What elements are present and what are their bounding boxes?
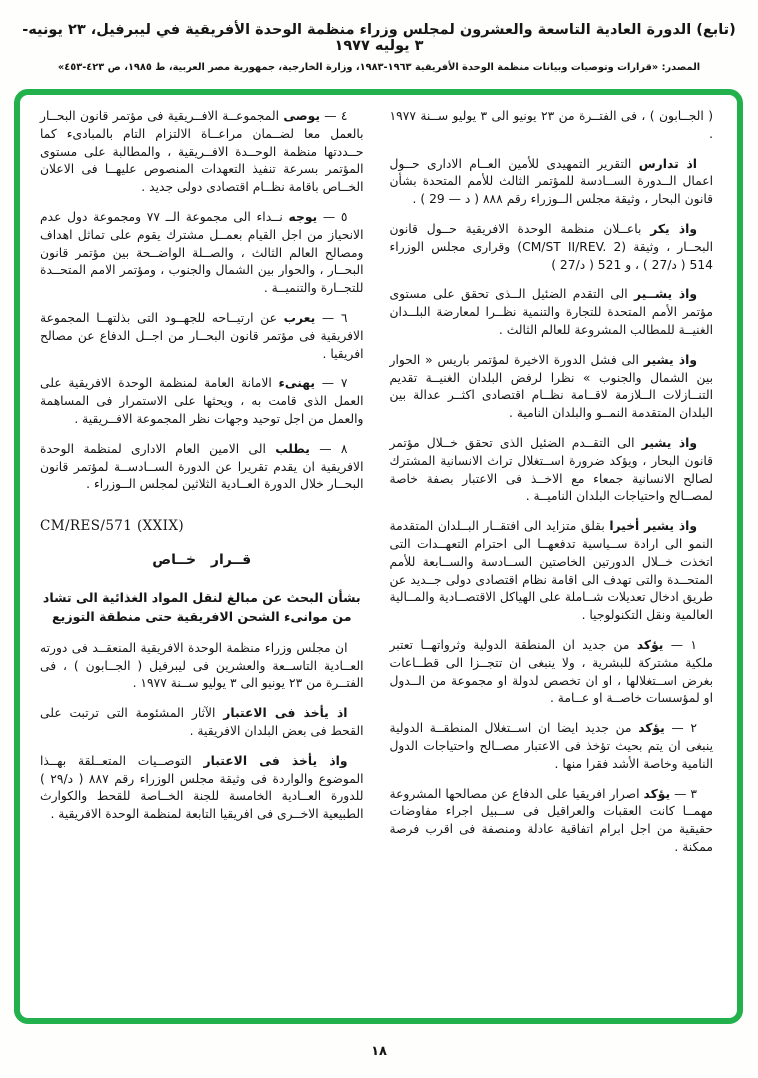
header-source: المصدر: «قرارات وتوصيات وبيانات منظمة الوحدة الأفريقية ١٩٦٣-١٩٨٣، وزارة الخارجية، جمهورية مصر العربية، ط ١٩٨٥، ص ٤٢٣-٤٥٣» <box>57 62 701 73</box>
page-number: ١٨ <box>371 1044 387 1059</box>
para-body: الى التقدم الضئيل الــذى تحقق على مستوى مؤتمر الأمم المتحدة للتجارة والتنمية نظــرا لمعارضة البلــدان الغنيــة للمطالب المشروعة للعالم الثالث . <box>389 287 713 337</box>
paragraph <box>40 108 364 197</box>
paragraph <box>390 286 714 339</box>
para-lead: يعرب <box>283 310 316 325</box>
paragraph <box>390 156 714 209</box>
paragraph <box>390 518 714 625</box>
para-body: من جديد ان المنطقة الدولية وثرواتهــا تعتبر ملكية مشتركة للبشرية ، ولا ينبغى ان تتجــزا الى قطــاعات بغرض اســتغلالها ، او ان تخصص لدولة او مجموعة من الــدول او لمؤسسات خاصــة او عــامة . <box>389 637 713 706</box>
paragraph <box>40 705 364 741</box>
column-left <box>40 108 364 1018</box>
para-lead: يؤكد <box>638 721 665 736</box>
paragraph <box>40 753 364 824</box>
para-number: ٤ — <box>320 109 348 123</box>
para-body: الآثار المشئومة التى ترتبت على القحط فى بعض البلدان الافريقية . <box>40 706 364 738</box>
paragraph <box>40 310 364 363</box>
paragraph <box>390 108 714 144</box>
paragraph <box>390 637 714 708</box>
para-lead: يؤكد <box>636 637 664 652</box>
paragraph <box>40 441 364 494</box>
para-number: ٦ — <box>315 310 348 325</box>
para-lead: يوصى <box>283 109 320 123</box>
para-lead: يؤكد <box>643 786 671 801</box>
para-body: الامانة العامة لمنظمة الوحدة الافريقية على العمل الذى قامت به ، ويحثها على الاستمرار فى المساهمة والعمل من اجل توحيد وجهات نظر المجموعة الافــريقية . <box>40 376 364 426</box>
para-body: الى الامين العام الادارى لمنظمة الوحدة الافريقية ان يقدم تقريرا عن الدورة الســادســة لمؤتمر قانون البحــار خلال الدورة العــادية الثلاثين لمجلس الــوزراء . <box>40 441 364 492</box>
para-body: الى فشل الدورة الاخيرة لمؤتمر باريس « الحوار بين الشمال والجنوب » نظرا لرفض البلدان الغنيــة تقديم التنــازلات الــلازمة لاقــامة نظــام اقتصادى اكثــر عدالة بين البلدان المتقدمة النمــو والبلدان النامية . <box>389 352 713 421</box>
para-body: نــداء الى مجموعة الــ ٧٧ ومجموعة دول عدم الانحياز من اجل القيام بعمــل مشترك يقوم على تماثل اهداف ومصالح العالم الثالث ، والصــلة الواضــحة بين مؤتمر قانون البحــار ، والحوار بين الشمال والجنوب ، ومؤتمر الامم المتحــدة للتجــارة والتنميــة . <box>40 209 364 296</box>
para-lead: واذ يشير <box>641 435 697 450</box>
para-number: ٢ — <box>664 721 697 736</box>
para-body: التقرير التمهيدى للأمين العــام الادارى حــول اعمال الــدورة الســادسة للمؤتمر الثالث للأمم المتحدة بشأن قانون البحار ، وثيقة مجلس الــوزراء رقم ٨٨٨ ( د — 29 ) . <box>389 156 713 207</box>
para-number: ٥ — <box>317 209 348 224</box>
resolution-title: قــرار خــاص <box>152 551 252 568</box>
para-lead: يهنىء <box>278 376 316 391</box>
paragraph <box>390 435 714 506</box>
para-body: بقلق متزايد الى افتقــار البــلدان المتقدمة النمو الى ارادة ســياسية تدفعهــا الى احترام التعهــدات التى اتخذت خــلال الدورتين الخاصتين الســادسة والســابعة للأمم المتحــدة والتى تهدف الى اقامة نظام اقتصادى دولى جــديد عن طريق ادخال تعديلات شــاملة على الهياكل الاقتصــادية والمــالية العالمية ونقل التكنولوجيا . <box>389 519 713 623</box>
para-lead: واذ يشــير <box>633 287 698 302</box>
para-number: ٨ — <box>309 441 348 456</box>
column-right <box>390 108 714 1018</box>
para-number: ( الجــابون ) ، فى الفتــرة من ٢٣ يونيو الى ٣ يوليو ســنة ١٩٧٧ . <box>389 109 714 141</box>
header-title: (تابع) الدورة العادية التاسعة والعشرون لمجلس وزراء منظمة الوحدة الأفريقية في ليبرفيل، ٢٣ يونيه- ٣ يوليه ١٩٧٧ <box>22 22 736 54</box>
paragraph <box>40 640 364 693</box>
para-body: باعــلان منظمة الوحدة الافريقية حــول قانون البحــار ، وثيقة (CM/ST II/REV. 2) وقرارى مجلس الوزراء 514 ( د/27 ) ، و 521 ( د/27 ) <box>389 221 713 272</box>
para-number: ٧ — <box>315 376 348 391</box>
resolution-code: CM/RES/571 (XXIX) <box>40 518 185 535</box>
paragraph <box>390 720 714 773</box>
para-lead: واذ يأخذ فى الاعتبار <box>203 753 348 768</box>
para-lead: واذ يكر <box>650 221 697 236</box>
paragraph <box>40 375 364 428</box>
para-lead: اذ يأخذ فى الاعتبار <box>223 706 348 721</box>
paragraph <box>40 209 364 298</box>
content-border-box <box>14 89 743 1024</box>
para-body: من جديد ايضا ان اســتغلال المنطقــة الدولية ينبغى ان يتم بحيث تؤخذ فى الاعتبار مصــالح واحتياجات الدول النامية وخاصة الأشد فقرا منها . <box>389 721 713 771</box>
para-lead: يوجه <box>288 209 318 224</box>
para-body: المجموعــة الافــريقية فى مؤتمر قانون البحــار بالعمل معا لضــمان مراعــاة الالتزام التام بالمبادىء كما حــددتها منظمة الوحــدة الافــريقية ، والمطالبة على مستوى المؤتمر بسرعة تنفيذ التعهدات المنصوص عليهــا فى الاعلان الخــاص باقامة نظــام اقتصادى دولى جديد . <box>40 109 364 195</box>
para-body: اصرار افريقيا على الدفاع عن مصالحها المشروعة مهمــا كانت العقبات والعراقيل فى ســبيل اجراء مفاوضات حقيقية من اجل ابرام اتفاقية عادلة ومنصفة فى اقرب فرصة ممكنة . <box>389 786 713 854</box>
para-lead: واذ يشير <box>643 352 697 367</box>
para-lead: واذ يشير أخيرا <box>609 519 698 534</box>
paragraph <box>390 352 714 423</box>
para-body: الى التقــدم الضئيل الذى تحقق خــلال مؤتمر قانون البحار ، ويؤكد ضرورة اســتغلال تراث الانسانية المشترك لصالح الانسانية جمعاء مع الاخــذ فى الاعتبار بصفة خاصة لمصــالح واحتياجات البلدان الناميــة . <box>389 435 713 504</box>
para-body: التوصــيات المتعــلقة بهــذا الموضوع والواردة فى وثيقة مجلس الوزراء رقم ٨٨٧ ( د/٢٩ ) للدورة العــادية الخامسة للجنة الخــاصة للقحط والكوارث الطبيعية الاخــرى فى افريقيا التابعة لمنظمة الوحدة الافريقية . <box>40 753 364 822</box>
para-lead: اذ تدارس <box>638 156 697 171</box>
two-column-layout <box>20 95 737 1018</box>
para-body: ان مجلس وزراء منظمة الوحدة الافريقية المنعقــد فى دورته العــادية التاســعة والعشرين فى ليبرفيل ( الجــابون ) ، فى الفتــرة من ٢٣ يونيو الى ٣ يوليو ســنة ١٩٧٧ . <box>40 640 364 691</box>
para-body: عن ارتيــاحه للجهــود التى بذلتهــا المجموعة الافريقية فى مؤتمر قانون البحــار من اجــل الدفاع عن مصالح افريقيا . <box>40 310 364 361</box>
para-number: ١ — <box>663 637 697 652</box>
resolution-subject: بشأن البحث عن مبالغ لنقل المواد الغذائية الى تشاد من موانىء الشحن الافريقية حتى منطقة التوزيع <box>42 589 361 624</box>
para-number: ٣ — <box>670 786 697 801</box>
para-lead: يطلب <box>275 441 310 456</box>
paragraph <box>390 786 714 857</box>
paragraph <box>390 221 714 274</box>
page-header <box>0 22 758 73</box>
